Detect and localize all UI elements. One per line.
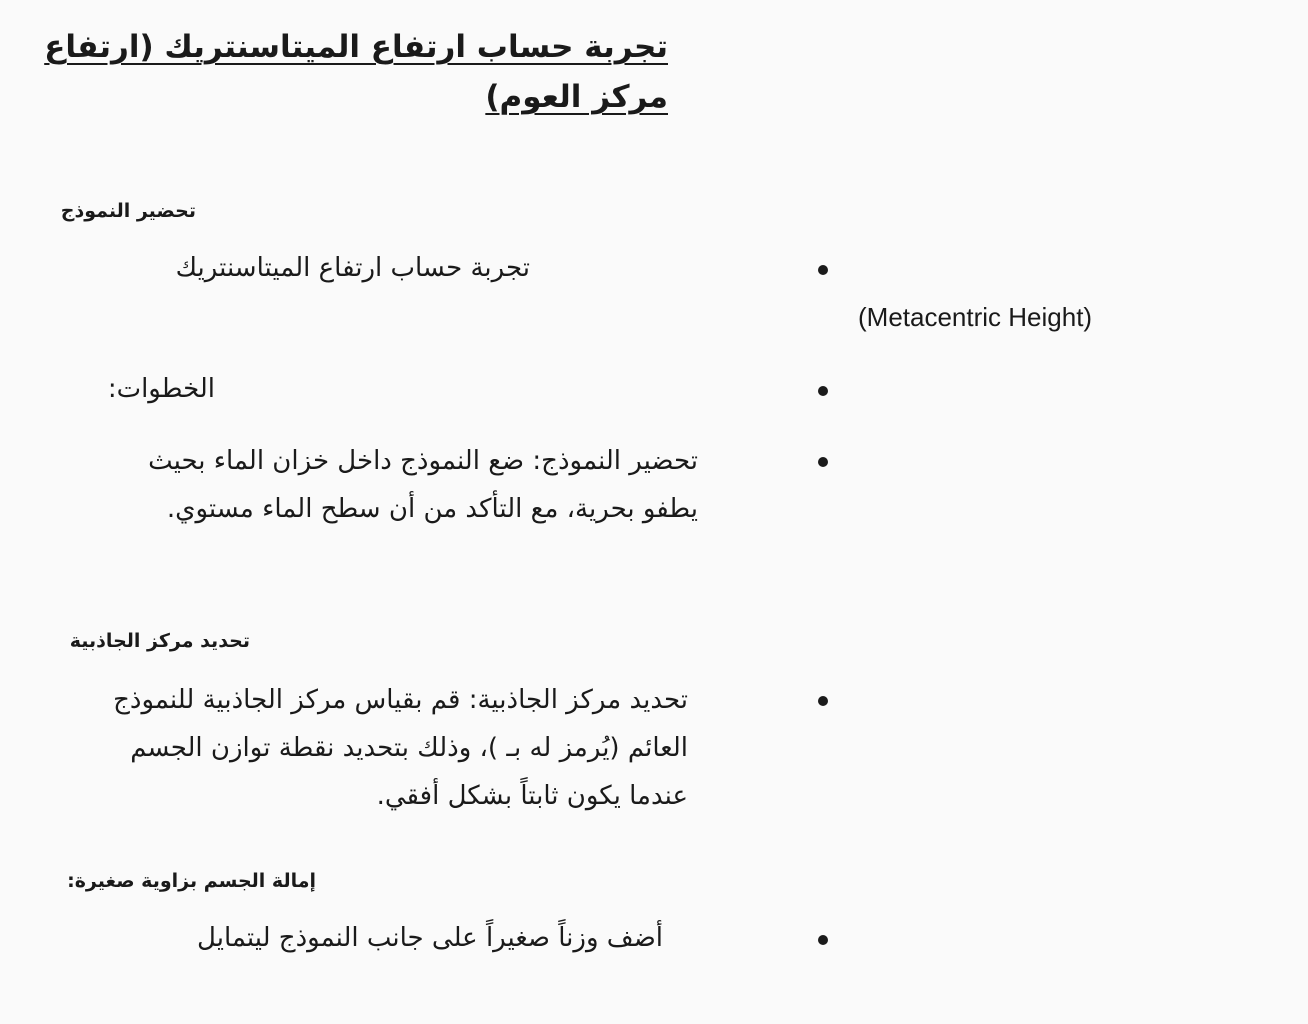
bullet-text-english: (Metacentric Height)	[858, 302, 1093, 332]
section-heading-center-of-gravity: تحديد مركز الجاذبية	[69, 630, 250, 652]
bullet-text: تجربة حساب ارتفاع الميتاسنتريك	[175, 253, 530, 283]
page-title: تجربة حساب ارتفاع الميتاسنتريك (ارتفاع مركز العوم)	[44, 29, 668, 115]
bullet-text: تحضير النموذج: ضع النموذج داخل خزان الماء بحيث يطفو بحرية، مع التأكد من أن سطح الماء مستوي.	[148, 446, 698, 524]
section-heading-model-preparation: تحضير النموذج	[60, 200, 196, 222]
bullet-icon	[818, 696, 828, 706]
bullet-icon	[818, 265, 828, 275]
bullet-text: الخطوات:	[107, 374, 215, 404]
bullet-icon	[818, 386, 828, 396]
bullet-icon	[818, 935, 828, 945]
bullet-text: تحديد مركز الجاذبية: قم بقياس مركز الجاذبية للنموذج العائم (يُرمز له بـ )، وذلك بتحديد نقطة توازن الجسم عندما يكون ثابتاً بشكل أفقي.	[113, 685, 688, 811]
section-heading-tilt-body: إمالة الجسم بزاوية صغيرة:	[67, 870, 316, 892]
bullet-icon	[818, 457, 828, 467]
bullet-text: أضف وزناً صغيراً على جانب النموذج ليتمايل	[197, 923, 663, 953]
